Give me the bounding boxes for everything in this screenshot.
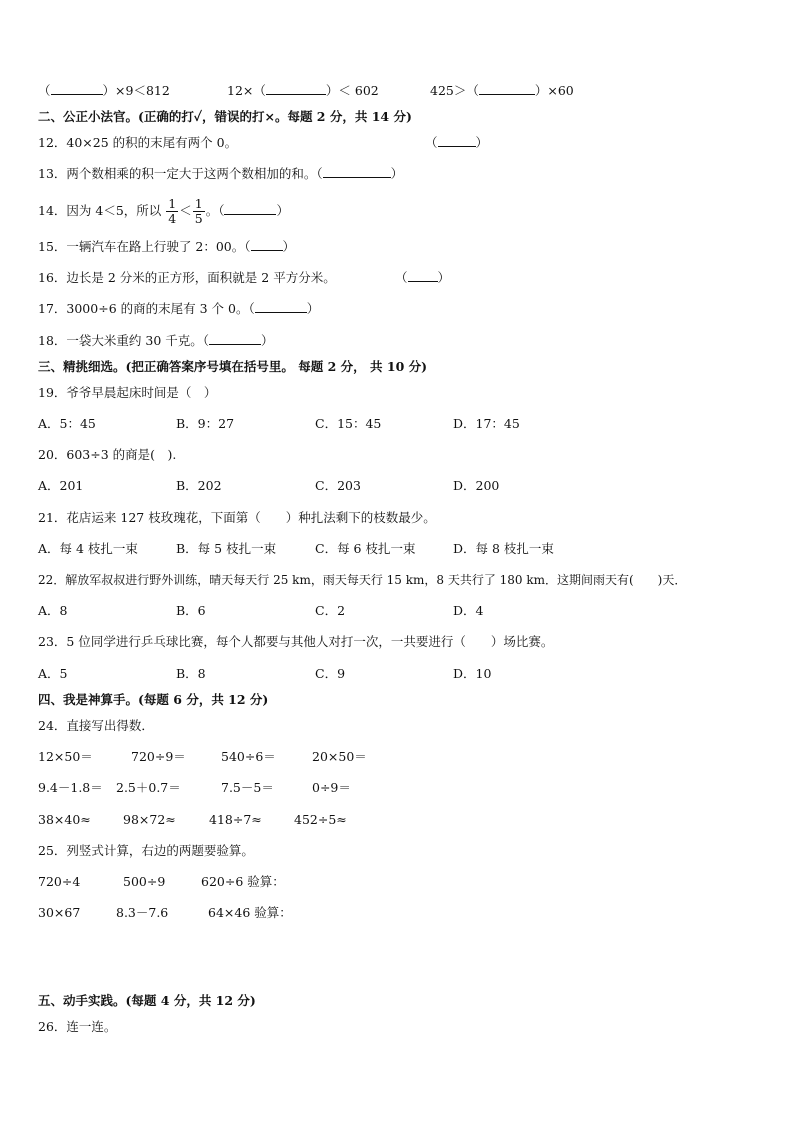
calc-item: 720÷9＝ (131, 749, 186, 764)
option-a[interactable]: A．5 (38, 666, 68, 681)
question-26: 26．连一连。 (38, 1019, 117, 1034)
calc-item: 12×50＝ (38, 749, 93, 764)
calc-item: 620÷6 验算： (201, 874, 285, 889)
calc-item: 500÷9 (123, 874, 166, 889)
question-16: 16．边长是 2 分米的正方形，面积就是 2 平方分米。 (38, 270, 336, 285)
question-18: 18．一袋大米重约 30 千克。（ ） (38, 333, 274, 348)
fraction: $\frac{1}{5}$ (194, 196, 203, 226)
answer-blank[interactable] (224, 203, 276, 215)
section-heading: 四、我是神算手。(每题 6 分，共 12 分) (38, 692, 269, 707)
option-c[interactable]: C．每 6 枝扎一束 (315, 541, 416, 556)
calc-item: 2.5＋0.7＝ (116, 780, 181, 795)
option-d[interactable]: D．10 (453, 666, 492, 681)
option-a[interactable]: A．每 4 枝扎一束 (38, 541, 138, 556)
calc-item: 7.5－5＝ (221, 780, 274, 795)
calc-item: 540÷6＝ (221, 749, 276, 764)
option-d[interactable]: D．4 (453, 603, 484, 618)
calc-item: 418÷7≈ (209, 812, 262, 827)
option-c[interactable]: C．2 (315, 603, 346, 618)
calc-item: 64×46 验算： (208, 905, 292, 920)
section-heading: 五、动手实践。(每题 4 分，共 12 分) (38, 993, 256, 1008)
calc-item: 38×40≈ (38, 812, 91, 827)
calc-item: 8.3－7.6 (116, 905, 169, 920)
fraction: $\frac{1}{4}$ (168, 196, 177, 226)
question-23: 23．5 位同学进行乒乓球比赛，每个人都要与其他人对打一次，一共要进行（ ）场比赛。 (38, 634, 554, 649)
option-b[interactable]: B．9：27 (176, 416, 235, 431)
calc-item: 720÷4 (38, 874, 81, 889)
answer-blank[interactable] (255, 301, 307, 313)
answer-12: （ ） (425, 135, 489, 150)
question-14: 14．因为 4＜5，所以 $\frac{1}{4}$ ＜ $\frac{1}{5}$ 。（ ） (38, 196, 289, 226)
calc-item: 30×67 (38, 905, 81, 920)
answer-16: （ ） (395, 270, 451, 285)
section-heading: 二、公正小法官。(正确的打✓，错误的打×。每题 2 分，共 14 分) (38, 109, 412, 124)
answer-blank[interactable] (51, 83, 103, 95)
answer-blank[interactable] (323, 166, 391, 178)
option-b[interactable]: B．6 (176, 603, 206, 618)
option-d[interactable]: D．17：45 (453, 416, 520, 431)
option-c[interactable]: C．15：45 (315, 416, 382, 431)
question-21: 21．花店运来 127 枝玫瑰花，下面第（ ）种扎法剩下的枝数最少。 (38, 510, 436, 525)
option-c[interactable]: C．203 (315, 478, 361, 493)
option-c[interactable]: C．9 (315, 666, 346, 681)
calc-item: 20×50＝ (312, 749, 367, 764)
answer-blank[interactable] (438, 135, 476, 147)
option-b[interactable]: B．每 5 枝扎一束 (176, 541, 277, 556)
question-12: 12．40×25 的积的末尾有两个 0。 (38, 135, 238, 150)
question-17: 17．3000÷6 的商的末尾有 3 个 0。（ ） (38, 301, 320, 316)
answer-blank[interactable] (408, 270, 438, 282)
option-b[interactable]: B．8 (176, 666, 206, 681)
question-20: 20．603÷3 的商是( ). (38, 447, 177, 462)
answer-blank[interactable] (266, 83, 326, 95)
top-row-c: 425＞（ ）×60 (430, 83, 574, 98)
top-row: （ ）×9＜812 (38, 83, 170, 98)
answer-blank[interactable] (479, 83, 535, 95)
top-row-b: 12×（ ）＜ 602 (227, 83, 379, 98)
question-22: 22．解放军叔叔进行野外训练，晴天每天行 25 km，雨天每天行 15 km，8 天共行了 180 km．这期间雨天有( )天． (38, 573, 687, 587)
option-a[interactable]: A．8 (38, 603, 68, 618)
question-25: 25．列竖式计算，右边的两题要验算。 (38, 843, 254, 858)
option-a[interactable]: A．201 (38, 478, 84, 493)
option-d[interactable]: D．200 (453, 478, 500, 493)
question-19: 19．爷爷早晨起床时间是（ ） (38, 385, 217, 400)
option-a[interactable]: A．5：45 (38, 416, 96, 431)
question-24: 24．直接写出得数． (38, 718, 154, 733)
option-d[interactable]: D．每 8 枝扎一束 (453, 541, 554, 556)
calc-item: 9.4－1.8＝ (38, 780, 103, 795)
section-heading: 三、精挑细选。(把正确答案序号填在括号里。 每题 2 分， 共 10 分) (38, 359, 428, 374)
question-13: 13．两个数相乘的积一定大于这两个数相加的和。（ ） (38, 166, 404, 181)
question-15: 15．一辆汽车在路上行驶了 2：00。（ ） (38, 239, 296, 254)
answer-blank[interactable] (251, 239, 283, 251)
calc-item: 98×72≈ (123, 812, 176, 827)
calc-item: 0÷9＝ (312, 780, 351, 795)
option-b[interactable]: B．202 (176, 478, 222, 493)
calc-item: 452÷5≈ (294, 812, 347, 827)
answer-blank[interactable] (209, 333, 261, 345)
